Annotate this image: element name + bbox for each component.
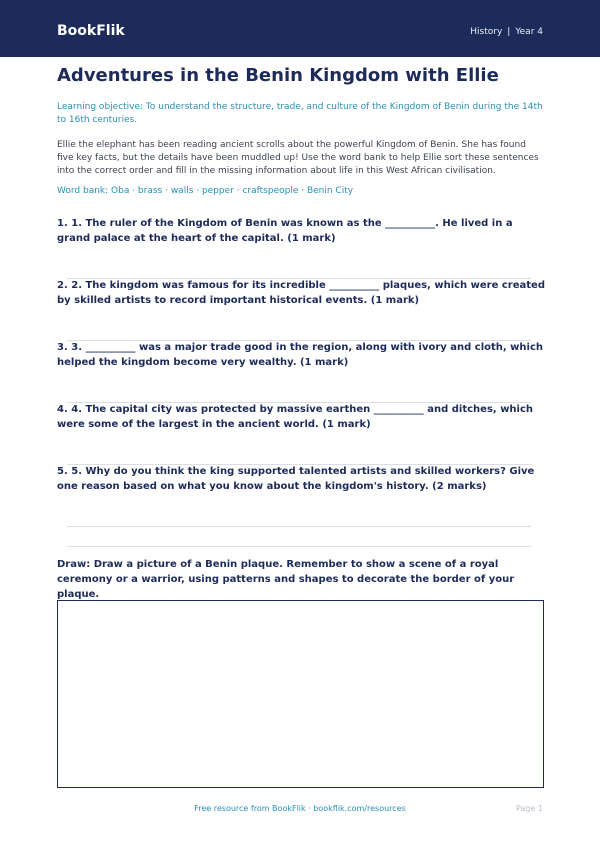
drawing-area[interactable]	[57, 600, 544, 788]
subject-label: History	[470, 27, 503, 37]
question-3: 3. 3. __________ was a major trade good in the region, along with ivory and cloth, which helped the kingdom become very wealthy. (1 mark)	[57, 342, 544, 368]
question-5: 5. 5. Why do you think the king supported talented artists and skilled workers? Give one reason based on what you know about the kingdom's history. (2 marks)	[57, 466, 535, 492]
meta-separator: |	[507, 27, 511, 37]
word-bank: Word bank: Oba · brass · walls · pepper · craftspeople · Benin City	[57, 186, 354, 196]
subject-year-label	[470, 25, 543, 39]
question-1: 1. 1. The ruler of the Kingdom of Benin was known as the __________. He lived in a grand palace at the heart of the capital. (1 mark)	[57, 218, 513, 244]
page-number: Page 1	[516, 804, 543, 813]
year-label: Year 4	[515, 27, 543, 37]
header-bar	[0, 0, 600, 57]
answer-line[interactable]	[67, 526, 531, 527]
question-4: 4. 4. The capital city was protected by massive earthen __________ and ditches, which were some of the largest in the ancient world. (1 mark)	[57, 404, 534, 430]
draw-prompt: Draw: Draw a picture of a Benin plaque. Remember to show a scene of a royal ceremony or a warrior, using patterns and shapes to decorate the border of your plaque.	[57, 559, 515, 600]
footer-link[interactable]: Free resource from BookFlik · bookflik.com/resources	[194, 804, 406, 813]
brand-logo-text[interactable]: BookFlik	[57, 23, 125, 39]
answer-line[interactable]	[67, 546, 531, 547]
learning-objective: Learning objective: To understand the structure, trade, and culture of the Kingdom of Benin during the 14th to 16th centuries.	[57, 102, 543, 125]
intro-paragraph: Ellie the elephant has been reading ancient scrolls about the powerful Kingdom of Benin. She has found five key facts, but the details have been muddled up! Use the word bank to help Ellie sort these sentences into the correct order and fill in the missing information about life in this West African civilisation.	[57, 140, 539, 176]
worksheet-title: Adventures in the Benin Kingdom with Ellie	[57, 65, 499, 86]
question-2: 2. 2. The kingdom was famous for its incredible __________ plaques, which were created by skilled artists to record important historical events. (1 mark)	[57, 280, 545, 306]
